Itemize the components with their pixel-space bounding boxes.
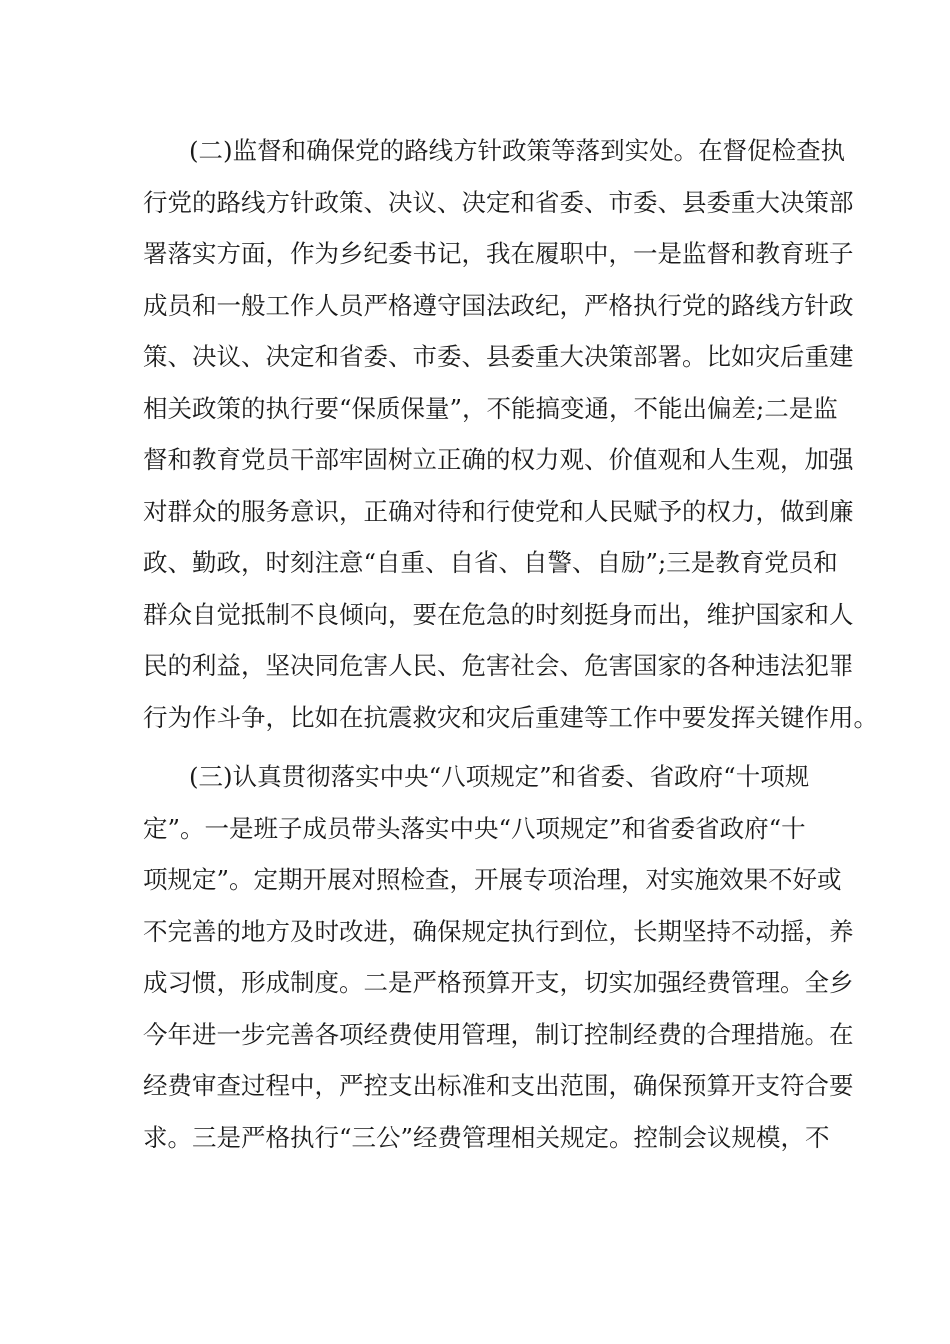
text-line: 相关政策的执行要“保质保量”，不能搞变通，不能出偏差;二是监 — [143, 393, 838, 423]
text-line: 对群众的服务意识，正确对待和行使党和人民赋予的权力，做到廉 — [143, 496, 854, 526]
text-line: 署落实方面，作为乡纪委书记，我在履职中，一是监督和教育班子 — [143, 239, 854, 268]
text-line: 成习惯，形成制度。二是严格预算开支，切实加强经费管理。全乡 — [143, 968, 854, 997]
paragraph-2 — [143, 125, 878, 743]
text-line: (三)认真贯彻落实中央“八项规定”和省委、省政府“十项规 — [189, 762, 810, 791]
text-line: 行党的路线方针政策、决议、决定和省委、市委、县委重大决策部 — [143, 187, 854, 217]
text-line: (二)监督和确保党的路线方针政策等落到实处。在督促检查执 — [189, 136, 846, 165]
text-line: 不完善的地方及时改进，确保规定执行到位，长期坚持不动摇，养 — [143, 916, 854, 946]
text-line: 项规定”。定期开展对照检查，开展专项治理，对实施效果不好或 — [143, 865, 842, 894]
text-line: 策、决议、决定和省委、市委、县委重大决策部署。比如灾后重建 — [143, 342, 854, 371]
text-line: 民的利益，坚决同危害人民、危害社会、危害国家的各种违法犯罪 — [143, 651, 854, 680]
text-line: 行为作斗争，比如在抗震救灾和灾后重建等工作中要发挥关键作用。 — [143, 702, 878, 732]
text-line: 经费审查过程中，严控支出标准和支出范围，确保预算开支符合要 — [143, 1071, 854, 1100]
text-line: 群众自觉抵制不良倾向，要在危急的时刻挺身而出，维护国家和人 — [143, 599, 854, 629]
text-line: 今年进一步完善各项经费使用管理，制订控制经费的合理措施。在 — [143, 1019, 854, 1049]
paragraph-3 — [143, 751, 854, 1163]
text-line: 政、勤政，时刻注意“自重、自省、自警、自励”;三是教育党员和 — [143, 548, 838, 577]
text-line: 定”。一是班子成员带头落实中央“八项规定”和省委省政府“十 — [143, 813, 806, 843]
text-line: 成员和一般工作人员严格遵守国法政纪，严格执行党的路线方针政 — [143, 290, 854, 320]
text-line: 督和教育党员干部牢固树立正确的权力观、价值观和人生观，加强 — [143, 445, 854, 474]
paragraph-spacing — [143, 743, 843, 751]
text-line: 求。三是严格执行“三公”经费管理相关规定。控制会议规模，不 — [143, 1122, 830, 1152]
document-body — [143, 125, 878, 1163]
